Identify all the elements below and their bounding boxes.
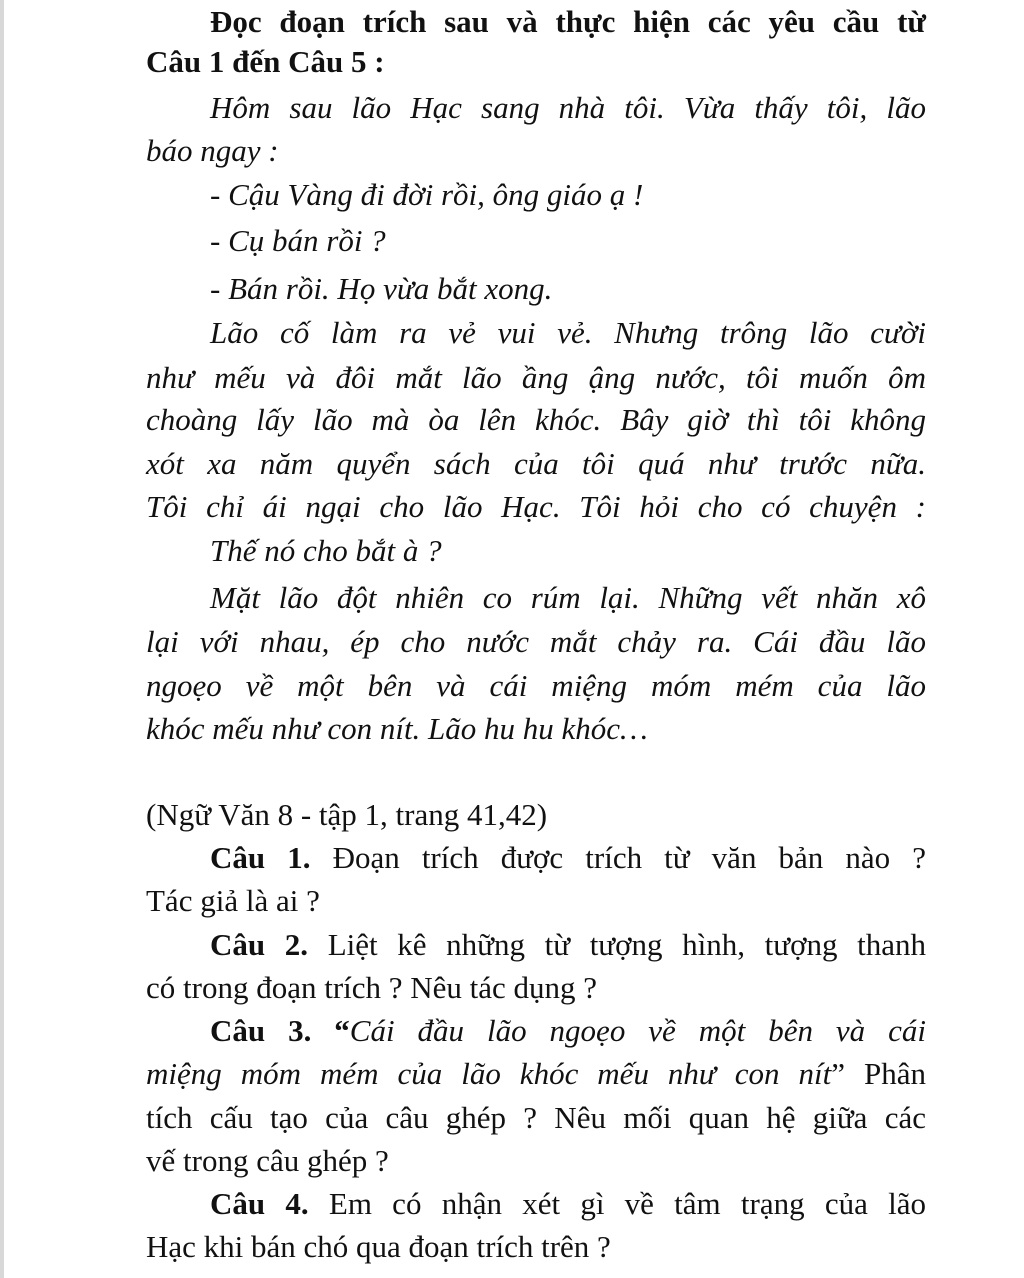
excerpt-line: như mếu và đôi mắt lão ầng ậng nước, tôi muốn ôm: [146, 360, 926, 395]
question-3-line-1: [210, 1011, 926, 1051]
excerpt-line: Thế nó cho bắt à ?: [210, 533, 442, 568]
question-1-line-1: [210, 838, 926, 878]
question-1-line-2: Tác giả là ai ?: [146, 883, 320, 918]
source-citation: (Ngữ Văn 8 - tập 1, trang 41,42): [146, 797, 548, 832]
question-2-line-2: có trong đoạn trích ? Nêu tác dụng ?: [146, 970, 598, 1005]
question-2-label: Câu 2.: [210, 927, 309, 962]
question-1-text: Đoạn trích được trích từ văn bản nào ?: [332, 840, 926, 875]
page-edge-shadow: [0, 0, 4, 1278]
question-1-label: Câu 1.: [210, 840, 311, 875]
excerpt-line: - Bán rồi. Họ vừa bắt xong.: [210, 271, 553, 306]
question-3-line-4: vế trong câu ghép ?: [146, 1143, 389, 1178]
excerpt-line: Mặt lão đột nhiên co rúm lại. Những vết nhăn xô: [210, 580, 926, 615]
excerpt-line: Lão cố làm ra vẻ vui vẻ. Nhưng trông lão cười: [210, 315, 926, 350]
excerpt-line: lại với nhau, ép cho nước mắt chảy ra. Cái đầu lão: [146, 624, 926, 659]
question-4-label: Câu 4.: [210, 1186, 309, 1221]
question-2-text: Liệt kê những từ tượng hình, tượng thanh: [327, 927, 926, 962]
question-3-close: ” Phân: [831, 1056, 926, 1091]
excerpt-line: ngoẹo về một bên và cái miệng móm mém của lão: [146, 668, 926, 703]
question-3-line-2: [146, 1054, 926, 1094]
instruction-line-1: Đọc đoạn trích sau và thực hiện các yêu cầu từ: [210, 4, 926, 39]
excerpt-line: - Cụ bán rồi ?: [210, 223, 386, 258]
question-2-line-1: [210, 925, 926, 965]
excerpt-line: choàng lấy lão mà òa lên khóc. Bây giờ thì tôi không: [146, 402, 926, 437]
question-3-open-quote: “: [334, 1013, 350, 1048]
excerpt-line: - Cậu Vàng đi đời rồi, ông giáo ạ !: [210, 177, 644, 212]
excerpt-line: Hôm sau lão Hạc sang nhà tôi. Vừa thấy tôi, lão: [210, 90, 926, 125]
question-3-quote: miệng móm mém của lão khóc mếu như con nít: [146, 1056, 832, 1091]
document-page: [146, 0, 926, 1278]
excerpt-line: khóc mếu như con nít. Lão hu hu khóc…: [146, 711, 648, 746]
question-3-label: Câu 3.: [210, 1013, 312, 1048]
instruction-line-2: Câu 1 đến Câu 5 :: [146, 44, 385, 79]
excerpt-line: xót xa năm quyển sách của tôi quá như trước nữa.: [146, 446, 926, 481]
question-3-quote: Cái đầu lão ngoẹo về một bên và cái: [349, 1013, 926, 1048]
question-3-line-3: tích cấu tạo của câu ghép ? Nêu mối quan hệ giữa các: [146, 1100, 926, 1135]
question-4-line-1: [210, 1184, 926, 1224]
question-4-text: Em có nhận xét gì về tâm trạng của lão: [328, 1186, 926, 1221]
excerpt-line: Tôi chỉ ái ngại cho lão Hạc. Tôi hỏi cho có chuyện :: [146, 489, 926, 524]
question-4-line-2: Hạc khi bán chó qua đoạn trích trên ?: [146, 1229, 611, 1264]
excerpt-line: báo ngay :: [146, 133, 279, 168]
